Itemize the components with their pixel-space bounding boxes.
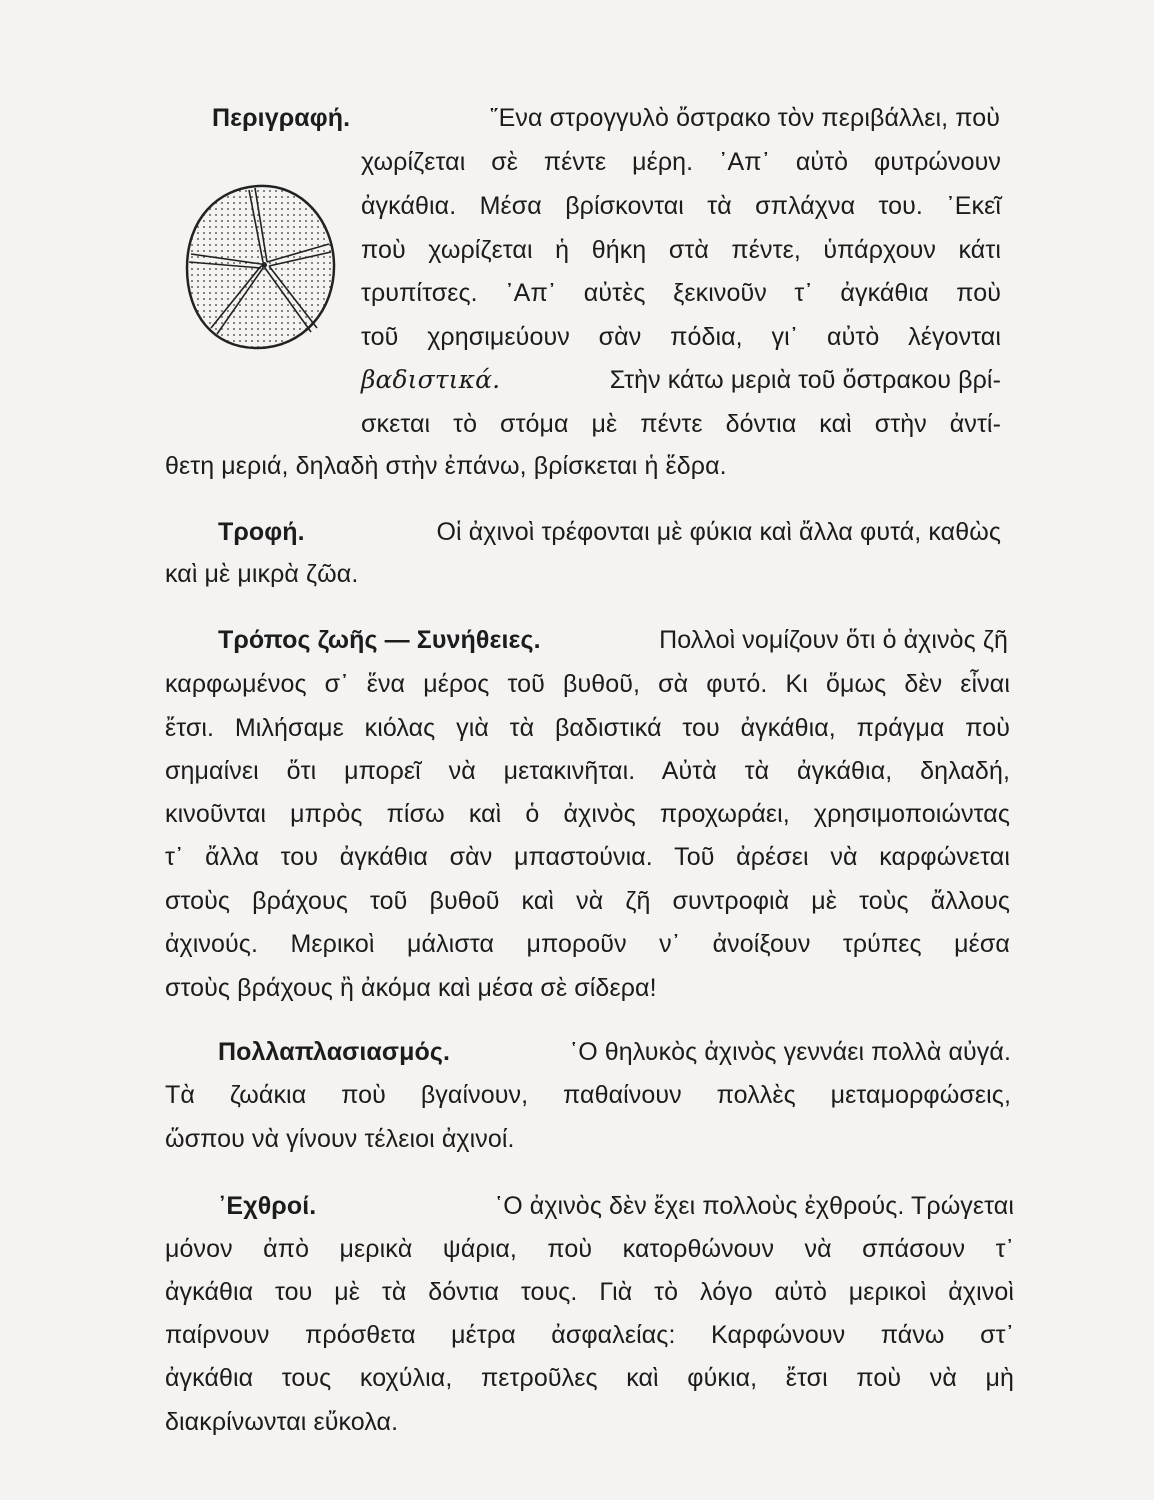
reproduction-line-1: Πολλαπλασιασμός. ῾Ο θηλυκὸς ἀχινὸς γεννάει πολλὰ αὐγά. — [218, 1035, 1011, 1069]
reproduction-line-2: Τὰ ζωάκια ποὺ βγαίνουν, παθαίνουν πολλὲς μεταμορφώσεις, — [165, 1081, 1011, 1109]
enemies-line-3: ἀγκάθια του μὲ τὰ δόντια τους. Γιὰ τὸ λόγο αὐτὸ μερικοὶ ἀχινοὶ — [165, 1278, 1014, 1306]
lifestyle-line-7: στοὺς βράχους τοῦ βυθοῦ καὶ νὰ ζῆ συντροφιὰ μὲ τοὺς ἄλλους — [165, 887, 1010, 915]
lifestyle-line-5: κινοῦνται μπρὸς πίσω καὶ ὁ ἀχινὸς προχωράει, χρησιμοποιώντας — [165, 800, 1010, 828]
reproduction-line-3: ὥσπου νὰ γίνουν τέλειοι ἀχινοί. — [165, 1125, 515, 1153]
description-line-3: ἀγκάθια. Μέσα βρίσκονται τὰ σπλάχνα του. ᾿Εκεῖ — [361, 192, 1001, 220]
lifestyle-line-1: Τρόπος ζωῆς — Συνήθειες. Πολλοὶ νομίζουν ὅτι ὁ ἀχινὸς ζῆ — [218, 623, 1008, 657]
description-line-6: τοῦ χρησιμεύουν σὰν πόδια, γι᾿ αὐτὸ λέγονται — [361, 323, 1001, 351]
description-line-1: Περιγραφή. ῞Ενα στρογγυλὸ ὄστρακο τὸν περιβάλλει, ποὺ — [212, 101, 1000, 135]
enemies-line-6: διακρίνωνται εὔκολα. — [165, 1408, 399, 1436]
lifestyle-line-6: τ᾿ ἄλλα του ἀγκάθια σὰν μπαστούνια. Τοῦ ἀρέσει νὰ καρφώνεται — [165, 843, 1010, 871]
description-line-2: χωρίζεται σὲ πέντε μέρη. ᾿Απ᾿ αὐτὸ φυτρώνουν — [361, 148, 1001, 176]
section-heading-food: Τροφή. — [218, 518, 305, 546]
description-line-4: ποὺ χωρίζεται ἡ θήκη στὰ πέντε, ὑπάρχουν κάτι — [361, 236, 1001, 264]
description-line-7: βαδιστικά. Στὴν κάτω μεριὰ τοῦ ὄστρακου βρί- — [361, 363, 1001, 397]
description-line-5: τρυπίτσες. ᾿Απ᾿ αὐτὲς ξεκινοῦν τ᾿ ἀγκάθια ποὺ — [361, 279, 1001, 307]
section-heading-lifestyle: Τρόπος ζωῆς — Συνήθειες. — [218, 626, 541, 654]
sea-urchin-shell-icon — [183, 182, 338, 352]
lifestyle-line-3: ἔτσι. Μιλήσαμε κιόλας γιὰ τὰ βαδιστικά του ἀγκάθια, πράγμα ποὺ — [165, 714, 1010, 742]
section-heading-enemies: ᾿Εχθροί. — [218, 1192, 317, 1220]
lifestyle-line-2: καρφωμένος σ᾿ ἕνα μέρος τοῦ βυθοῦ, σὰ φυτό. Κι ὅμως δὲν εἶναι — [165, 670, 1010, 698]
lifestyle-line-4: σημαίνει ὅτι μπορεῖ νὰ μετακινῆται. Αὐτὰ τὰ ἀγκάθια, δηλαδή, — [165, 757, 1010, 785]
italic-term: βαδιστικά. — [361, 365, 501, 394]
lifestyle-line-8: ἀχινούς. Μερικοὶ μάλιστα μποροῦν ν᾿ ἀνοίξουν τρύπες μέσα — [165, 930, 1010, 958]
food-line-1: Τροφή. Οἱ ἀχινοὶ τρέφονται μὲ φύκια καὶ ἄλλα φυτά, καθὼς — [218, 515, 1001, 549]
enemies-line-5: ἀγκάθια τους κοχύλια, πετροῦλες καὶ φύκια, ἔτσι ποὺ νὰ μὴ — [165, 1364, 1014, 1392]
enemies-line-1: ᾿Εχθροί. ῾Ο ἀχινὸς δὲν ἔχει πολλοὺς ἐχθρούς. Τρώγεται — [218, 1189, 1014, 1223]
description-line-9: θετη μεριά, δηλαδὴ στὴν ἐπάνω, βρίσκεται ἡ ἕδρα. — [165, 452, 727, 480]
section-heading-description: Περιγραφή. — [212, 104, 351, 132]
section-heading-reproduction: Πολλαπλασιασμός. — [218, 1038, 451, 1066]
description-line-8: σκεται τὸ στόμα μὲ πέντε δόντια καὶ στὴν ἀντί- — [361, 410, 1001, 438]
enemies-line-2: μόνον ἀπὸ μερικὰ ψάρια, ποὺ κατορθώνουν νὰ σπάσουν τ᾿ — [165, 1235, 1014, 1263]
food-line-2: καὶ μὲ μικρὰ ζῶα. — [165, 560, 359, 588]
lifestyle-line-9: στοὺς βράχους ἢ ἀκόμα καὶ μέσα σὲ σίδερα! — [165, 974, 657, 1002]
enemies-line-4: παίρνουν πρόσθετα μέτρα ἀσφαλείας: Καρφώνουν πάνω στ᾿ — [165, 1321, 1014, 1349]
